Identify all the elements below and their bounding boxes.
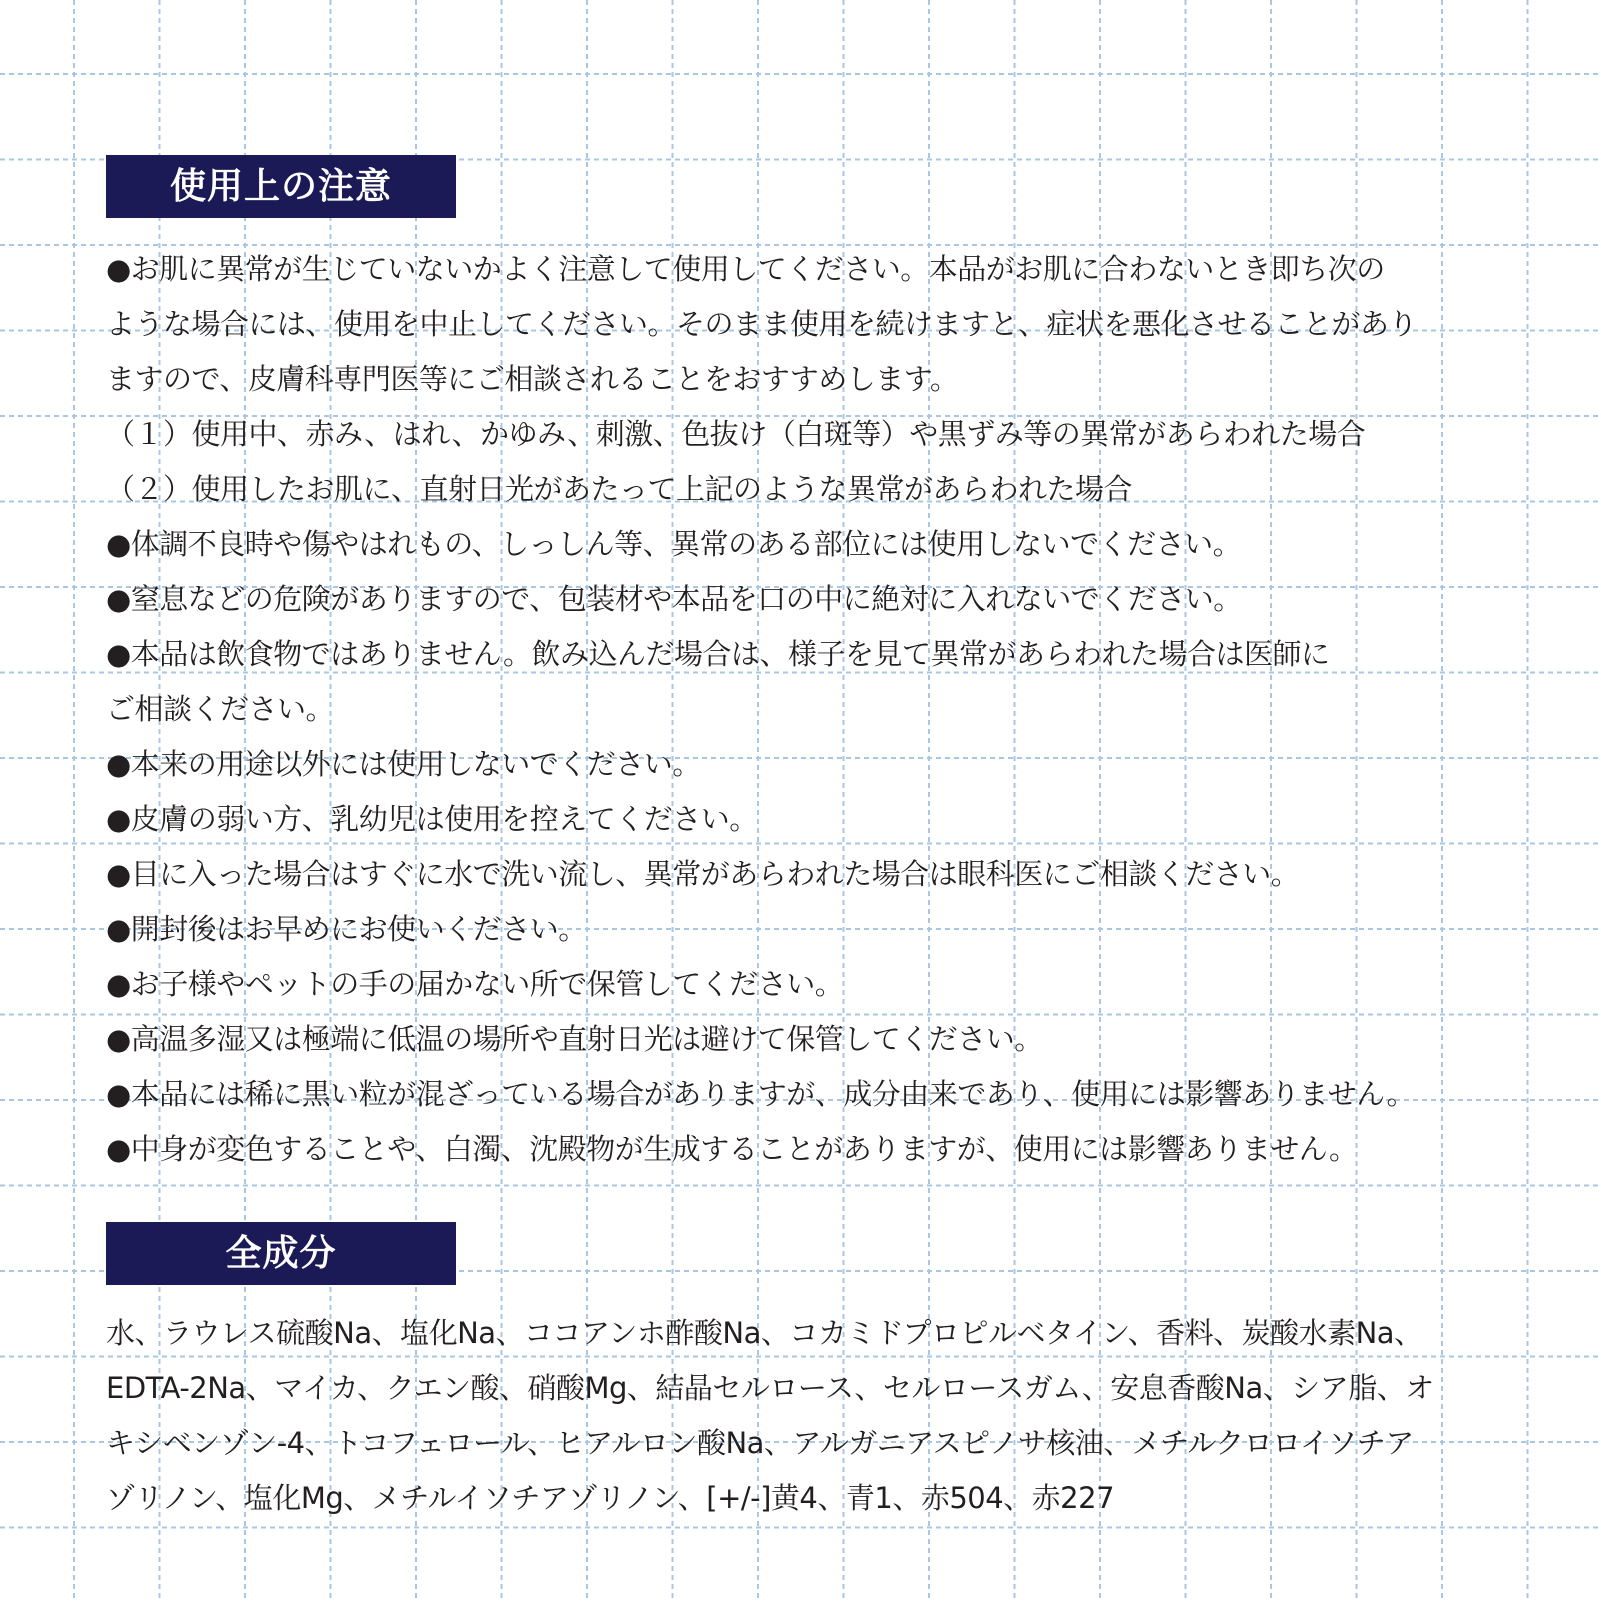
ingredients-heading: 全成分 [106, 1222, 456, 1285]
precaution-line: ますので、皮膚科専門医等にご相談されることをおすすめします。 [106, 362, 959, 396]
precaution-line: ●中身が変色することや、白濁、沈殿物が生成することがありますが、使用には影響ありません。 [106, 1132, 1358, 1166]
precaution-line: （１）使用中、赤み、はれ、かゆみ、刺激、色抜け（白斑等）や黒ずみ等の異常があらわれた場合 [106, 417, 1366, 451]
ingredient-line: ゾリノン、塩化Mg、メチルイソチアゾリノン、[+/-]黄4、青1、赤504、赤227 [106, 1481, 1115, 1515]
precaution-line: （２）使用したお肌に、直射日光があたって上記のような異常があらわれた場合 [106, 472, 1133, 506]
ingredients-list [106, 1306, 1526, 1526]
precaution-line: ●本来の用途以外には使用しないでください。 [106, 747, 701, 781]
precaution-line: ●高温多湿又は極端に低温の場所や直射日光は避けて保管してください。 [106, 1022, 1043, 1056]
precaution-line: ●窒息などの危険がありますので、包装材や本品を口の中に絶対に入れないでください。 [106, 582, 1242, 616]
ingredient-line: キシベンゾン-4、トコフェロール、ヒアルロン酸Na、アルガニアスピノサ核油、メチルクロロイソチア [106, 1426, 1414, 1460]
precautions-heading: 使用上の注意 [106, 155, 456, 218]
precaution-line: ●体調不良時や傷やはれもの、しっしん等、異常のある部位には使用しないでください。 [106, 527, 1242, 561]
precaution-line: ●開封後はお早めにお使いください。 [106, 912, 587, 946]
precautions-list [106, 242, 1526, 1177]
precaution-line: ●本品には稀に黒い粒が混ざっている場合がありますが、成分由来であり、使用には影響ありません。 [106, 1077, 1416, 1111]
precaution-line: ●皮膚の弱い方、乳幼児は使用を控えてください。 [106, 802, 758, 836]
ingredient-line: EDTA-2Na、マイカ、クエン酸、硝酸Mg、結晶セルロース、セルロースガム、安息香酸Na、シア脂、オ [106, 1371, 1434, 1405]
ingredient-line: 水、ラウレス硫酸Na、塩化Na、ココアンホ酢酸Na、コカミドプロピルベタイン、香料、炭酸水素Na、 [106, 1316, 1423, 1350]
precaution-line: ご相談ください。 [106, 692, 335, 726]
precaution-line: ●お子様やペットの手の届かない所で保管してください。 [106, 967, 844, 1001]
precaution-line: ●本品は飲食物ではありません。飲み込んだ場合は、様子を見て異常があらわれた場合は医師に [106, 637, 1330, 671]
precaution-line: ような場合には、使用を中止してください。そのまま使用を続けますと、症状を悪化させることがあり [106, 307, 1418, 341]
precaution-line: ●目に入った場合はすぐに水で洗い流し、異常があらわれた場合は眼科医にご相談ください。 [106, 857, 1300, 891]
precaution-line: ●お肌に異常が生じていないかよく注意して使用してください。本品がお肌に合わないとき即ち次の [106, 252, 1385, 286]
